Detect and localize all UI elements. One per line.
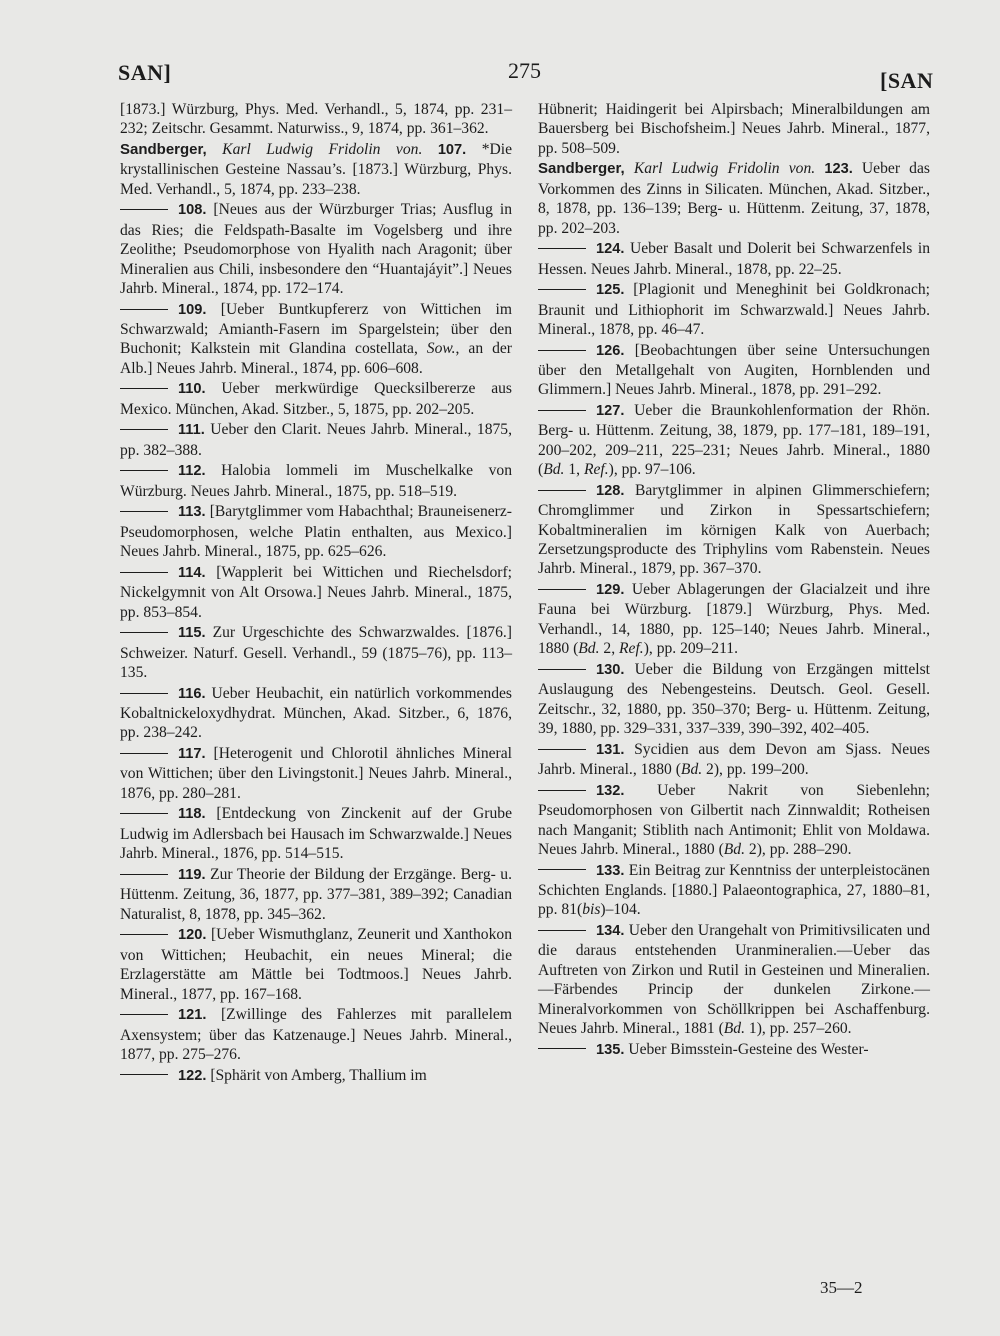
entry-number: 112. (178, 463, 206, 480)
ditto-dash (538, 869, 586, 870)
bibliography-entry (120, 925, 512, 1004)
entry-text: Ueber Ablagerungen der Glacialzeit und ihre Fauna bei Würzburg. [1879.] Würzburg, Phys. Med. Verhandl., 14, 1880, pp. 125–140; Neues Jahrb. Mineral., 1880 ( (538, 581, 930, 658)
ditto-dash (538, 790, 586, 791)
entry-text: Zur Theorie der Bildung der Erzgänge. Berg- u. Hüttenm. Zeitung, 36, 1877, pp. 377–381, 389–392; Canadian Naturalist, 8, 1878, pp. 345–362. (120, 865, 512, 923)
entry-number: 118. (178, 806, 206, 823)
entry-number: 125. (596, 282, 625, 299)
entry-number: 127. (596, 403, 625, 420)
entry-text: Ueber die Braunkohlenformation der Rhön. Berg- u. Hüttenm. Zeitung, 38, 1879, pp. 177–181, 189–191, 200–202, 209–211, 225–231; Neues Jahrb. Mineral., 1880 ( (538, 402, 930, 479)
entry-number: 123. (824, 161, 853, 178)
entry-text: [Sphärit von Amberg, Thallium im (210, 1066, 427, 1084)
ditto-dash (538, 669, 586, 670)
running-head-left: SAN] (118, 60, 172, 85)
ditto-dash (538, 930, 586, 931)
entry-number: 108. (178, 202, 207, 219)
bibliography-entry (120, 563, 512, 622)
entry-number: 129. (596, 582, 625, 599)
bibliography-entry (538, 740, 930, 780)
ditto-dash (120, 572, 168, 573)
author-given-names: Karl Ludwig Fridolin von. (222, 141, 423, 158)
ditto-dash (120, 693, 168, 694)
ditto-dash (120, 1074, 168, 1075)
entry-text: 1, (564, 461, 584, 479)
entry-text: [Heterogenit und Chlorotil ähnliches Mineral von Wittichen; über den Livingstonit.] Neues Jahrb. Mineral., 1876, pp. 280–281. (120, 745, 512, 802)
entry-text: Barytglimmer in alpinen Glimmerschiefern; Chromglimmer und Zirkon in Spessartschiefern; Kobaltmineralien im körnigen Kalk von Auerbach; Zersetzungsproducte des Triphylins vom Rabenstein. Neues Jahrb. Mineral., 1879, pp. 367–370. (538, 481, 930, 578)
author-name: Sandberger, (538, 160, 625, 178)
entry-italic: Bd. (680, 761, 703, 779)
ditto-dash (120, 388, 168, 389)
ditto-dash (120, 813, 168, 814)
entry-text: Zur Urgeschichte des Schwarzwaldes. [1876.] Schweizer. Naturf. Gesell. Verhandl., 59 (1875–76), pp. 113–135. (120, 624, 512, 682)
entry-number: 114. (178, 564, 206, 581)
entry-number: 132. (596, 782, 625, 799)
entry-number: 111. (178, 422, 205, 439)
entry-text: Ueber Heubachit, ein natürlich vorkommendes Kobaltnickeloxydhydrat. München, Akad. Sitzber., 6, 1876, pp. 238–242. (120, 684, 512, 742)
entry-text: [Zwillinge des Fahlerzes mit parallelem Axensystem; über das Katzenauge.] Neues Jahrb. Mineral., 1877, pp. 275–276. (120, 1006, 512, 1063)
bibliography-entry (120, 420, 512, 460)
entry-number: 134. (596, 922, 625, 939)
entry-text: Ueber Basalt und Dolerit bei Schwarzenfels in Hessen. Neues Jahrb. Mineral., 1878, pp. 22–25. (538, 240, 931, 278)
entry-number: 113. (178, 504, 206, 521)
signature-mark: 35—2 (820, 1278, 863, 1297)
author-name: Sandberger, (120, 141, 207, 158)
entry-text: )–104. (600, 901, 641, 919)
bibliography-entry (538, 401, 930, 480)
bibliography-entry (120, 100, 512, 139)
entry-number: 135. (596, 1041, 625, 1058)
bibliography-entry (538, 1040, 930, 1060)
bibliography-entry (120, 379, 512, 419)
entry-number: 131. (596, 741, 625, 758)
entry-number: 120. (178, 927, 207, 944)
entry-number: 117. (178, 746, 206, 763)
left-column (120, 100, 512, 1087)
bibliography-entry (120, 804, 512, 863)
entry-text: *Die krystallinischen Gesteine Nassau’s. [1873.] Würzburg, Phys. Med. Verhandl., 5, 1874, pp. 233–238. (120, 141, 512, 198)
entry-text: [Entdeckung von Zinckenit auf der Grube Ludwig im Adlersbach bei Hausach im Schwarzwalde.] Neues Jahrb. Mineral., 1876, pp. 514–515. (120, 805, 512, 863)
entry-number: 124. (596, 241, 625, 258)
ditto-dash (120, 309, 168, 310)
entry-number: 110. (178, 381, 206, 398)
bibliography-entry (120, 1066, 512, 1086)
entry-text: 2, (599, 640, 620, 658)
entry-text: [Ueber Buntkupfererz von Wittichen im Schwarzwald; Amianth-Fasern im Spargelstein; über den Buchonit; Kalkstein mit Glandina costellata, (120, 300, 513, 358)
bibliography-entry (538, 239, 930, 279)
ditto-dash (538, 490, 586, 491)
bibliography-entry (538, 580, 930, 659)
bibliography-entry (120, 200, 512, 298)
ditto-dash (120, 209, 168, 210)
ditto-dash (538, 589, 586, 590)
entry-number: 128. (596, 482, 625, 499)
entry-number: 126. (596, 342, 625, 359)
bibliography-entry (120, 1005, 512, 1064)
entry-text: Ueber merkwürdige Quecksilbererze aus Mexico. München, Akad. Sitzber., 5, 1875, pp. 202–205. (120, 380, 512, 418)
entry-italic: bis (582, 901, 601, 919)
running-head-right: [SAN (880, 68, 934, 93)
entry-text: Ueber die Bildung von Erzgängen mittelst Auslaugung des Nebengesteins. Deutsch. Geol. Gesell. Zeitschr., 32, 1880, pp. 350–370; Berg- u. Hüttenm. Zeitung, 39, 1880, pp. 329–331, 337–339, 390–392, 402–405. (538, 660, 930, 738)
ditto-dash (538, 248, 586, 249)
entry-text: [Barytglimmer vom Habachthal; Brauneisenerz-Pseudomorphosen, welche Platin enthalten, aus Mexico.] Neues Jahrb. Mineral., 1875, pp. 625–626. (120, 503, 512, 561)
entry-italic: Bd. (723, 1019, 746, 1037)
ditto-dash (538, 350, 586, 351)
entry-text: Sycidien aus dem Devon am Sjass. Neues Jahrb. Mineral., 1880 ( (538, 740, 931, 779)
bibliography-entry (120, 623, 512, 682)
bibliography-entry (538, 100, 930, 158)
ditto-dash (120, 753, 168, 754)
bibliography-entry (120, 744, 512, 803)
bibliography-entry (120, 461, 512, 501)
bibliography-entry (120, 865, 512, 924)
entry-text: Ein Beitrag zur Kenntniss der unterpleistocänen Schichten Englands. [1880.] Palaeontographica, 27, 1880–81, pp. 81( (538, 861, 930, 919)
entry-text: Hübnerit; Haidingerit bei Alpirsbach; Mineralbildungen am Bauersberg bei Bischofsheim.] Neues Jahrb. Mineral., 1877, pp. 508–509. (538, 101, 930, 157)
entry-text: 1), pp. 257–260. (745, 1019, 852, 1037)
page-number: 275 (508, 58, 541, 83)
entry-text: Ueber den Urangehalt von Primitivsilicaten und die daraus entstehenden Uranmineralien.—Ueber das Auftreten von Zirkon und Rutil in Gesteinen und Mineralien.—Färbendes Princip der dunkelen Zirkone.—Mineralvorkommen von Schöllkrippen bei Aschaffenburg. Neues Jahrb. Mineral., 1881 ( (538, 921, 930, 1037)
entry-number: 109. (178, 301, 207, 318)
entry-text: [Beobachtungen über seine Untersuchungen über den Metallgehalt von Augiten, Hornblenden und Glimmern.] Neues Jahrb. Mineral., 1878, pp. 291–292. (538, 341, 930, 399)
entry-text: , an der Alb.] Neues Jahrb. Mineral., 1874, pp. 606–608. (120, 340, 512, 377)
entry-text: [Neues aus der Würzburger Trias; Ausflug in das Ries; die Feldspath-Basalte im Vogelsberg und ihre Zeolithe; Pseudomorphose von Hyalith nach Aragonit; über Mineralien aus Chili, insbesondere den “Huantajáyit”.] Neues Jahrb. Mineral., 1874, pp. 172–174. (120, 201, 512, 298)
entry-text: Ueber den Clarit. Neues Jahrb. Mineral., 1875, pp. 382–388. (120, 421, 512, 459)
entry-number: 116. (178, 685, 206, 702)
ditto-dash (120, 874, 168, 875)
entry-number: 133. (596, 862, 625, 879)
entry-number: 107. (437, 142, 467, 158)
entry-italic: Bd. (723, 840, 746, 858)
entry-text: ), pp. 209–211. (643, 640, 738, 658)
entry-number: 115. (178, 625, 206, 642)
ditto-dash (120, 934, 168, 935)
author-given-names: Karl Ludwig Fridolin von. (633, 160, 816, 178)
entry-italic: Bd. (543, 461, 565, 479)
bibliography-entry (120, 502, 512, 561)
entry-text: [Plagionit und Meneghinit bei Goldkronach; Braunit und Lithiophorit im Schwarzwald.] Neues Jahrb. Mineral., 1878, pp. 46–47. (538, 281, 930, 339)
ditto-dash (538, 1048, 586, 1049)
entry-text: 2), pp. 288–290. (745, 840, 852, 858)
right-column (538, 100, 930, 1061)
bibliography-entry (120, 684, 512, 743)
entry-italic: Sow. (426, 340, 456, 358)
entry-number: 119. (178, 866, 206, 883)
ditto-dash (538, 410, 586, 411)
bibliography-entry (538, 159, 930, 238)
entry-text: Ueber das Vorkommen des Zinns in Silicaten. München, Akad. Sitzber., 8, 1878, pp. 136–139; Berg- u. Hüttenm. Zeitung, 37, 1878, pp. 202–203. (538, 160, 930, 237)
bibliography-entry (538, 781, 930, 860)
bibliography-entry (120, 300, 512, 379)
entry-text: Halobia lommeli im Muschelkalke von Würzburg. Neues Jahrb. Mineral., 1875, pp. 518–519. (120, 462, 512, 500)
ditto-dash (120, 470, 168, 471)
entry-number: 122. (178, 1067, 207, 1084)
entry-text: ), pp. 97–106. (608, 461, 696, 479)
ditto-dash (120, 511, 168, 512)
ditto-dash (538, 289, 586, 290)
entry-italic: Bd. (578, 640, 600, 658)
entry-number: 130. (596, 661, 625, 678)
entry-text: [1873.] Würzburg, Phys. Med. Verhandl., 5, 1874, pp. 231–232; Zeitschr. Gesammt. Naturwiss., 9, 1874, pp. 361–362. (120, 101, 512, 138)
entry-text: [Wapplerit bei Wittichen und Riechelsdorf; Nickelgymnit von Alt Orsowa.] Neues Jahrb. Mineral., 1875, pp. 853–854. (120, 563, 512, 621)
ditto-dash (120, 429, 168, 430)
entry-text: [Ueber Wismuthglanz, Zeunerit und Xanthokon von Wittichen; Heubachit, ein neues Mineral; die Erzlagerstätte am Mättle bei Todtmoos.] Neues Jahrb. Mineral., 1877, pp. 167–168. (120, 926, 512, 1003)
entry-italic: Ref. (583, 461, 609, 479)
ditto-dash (538, 749, 586, 750)
entry-text: 2), pp. 199–200. (702, 761, 809, 779)
bibliography-entry (538, 341, 930, 400)
bibliography-entry (120, 140, 512, 199)
ditto-dash (120, 1014, 168, 1015)
entry-italic: Ref. (619, 640, 644, 658)
bibliography-entry (538, 280, 930, 339)
ditto-dash (120, 632, 168, 633)
entry-text: Ueber Bimsstein-Gesteine des Wester- (628, 1040, 869, 1058)
bibliography-entry (538, 921, 930, 1038)
entry-text: Ueber Nakrit von Siebenlehn; Pseudomorphosen von Gilbertit nach Zinnwaldit; Rotheisen nach Manganit; Stiblith nach Antimonit; Ehlit von Moldawa. Neues Jahrb. Mineral., 1880 ( (538, 781, 931, 858)
entry-number: 121. (178, 1007, 207, 1024)
bibliography-entry (538, 481, 930, 579)
bibliography-entry (538, 861, 930, 920)
bibliography-entry (538, 660, 930, 739)
